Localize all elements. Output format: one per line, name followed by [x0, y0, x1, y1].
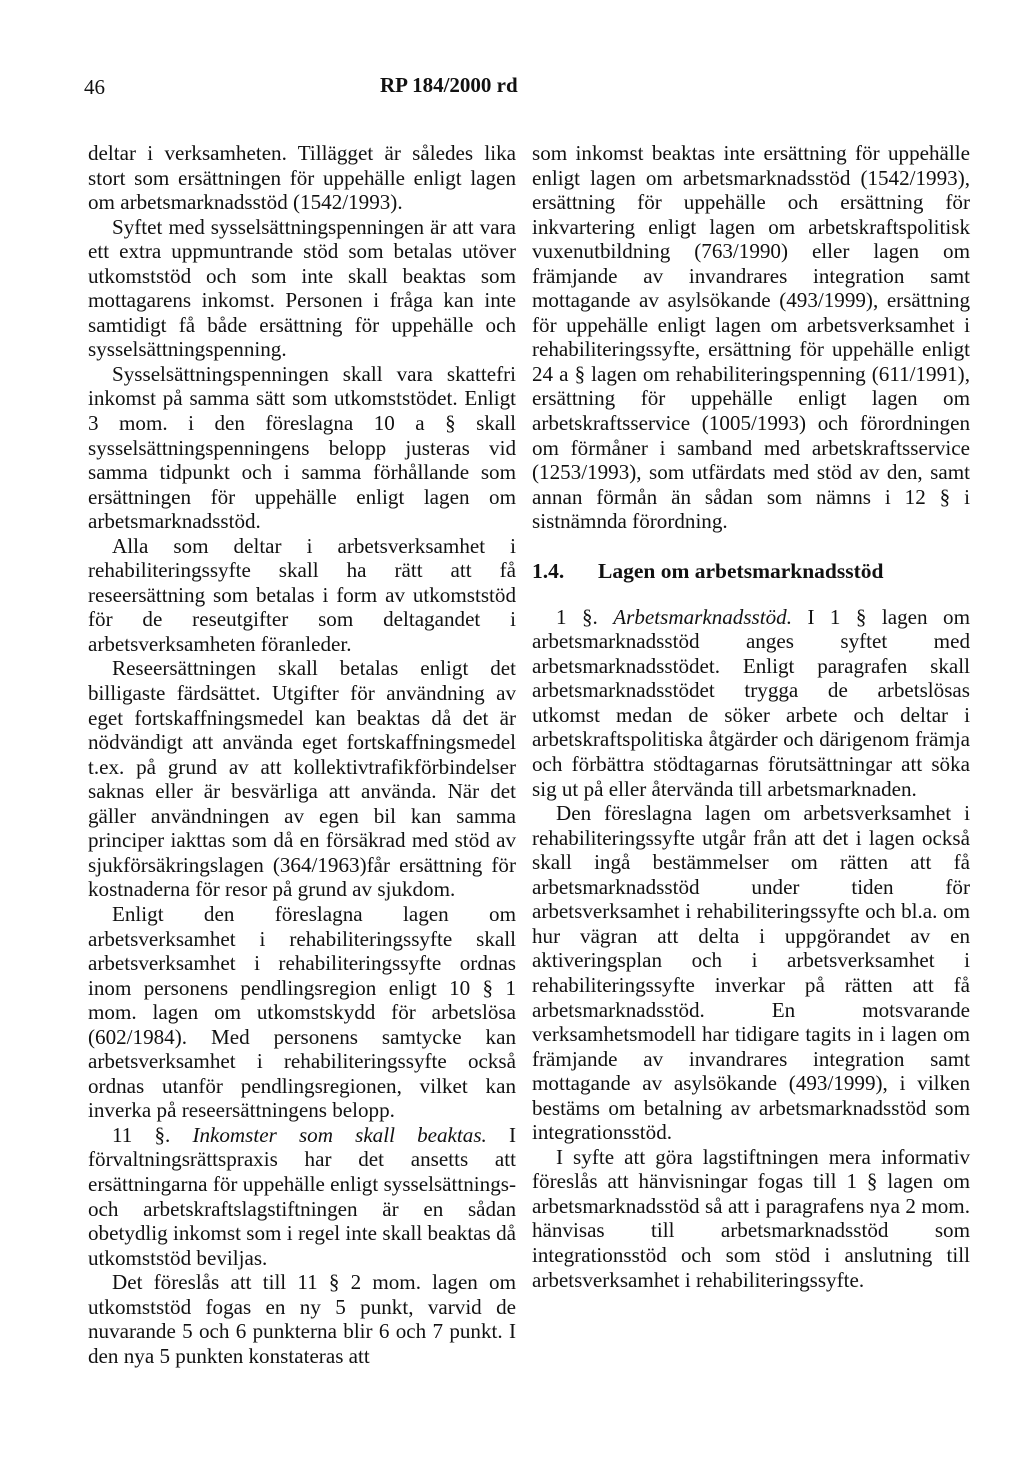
- paragraph: Den föreslagna lagen om arbetsverksamhet i rehabiliteringssyfte utgår från att det i lagen också skall ingå bestämmelser om rätten att få arbetsmarknadsstöd under tiden för arbetsverksamhet i rehabiliteringssyfte och bl.a. om hur vägran att delta i uppgörandet av en aktiveringsplan och i arbetsverksamhet i rehabiliteringssyfte inverkar på rätten att få arbetsmarknadsstöd. En motsvarande verksamhetsmodell har tidigare tagits in i lagen om främjande av invandrares integration samt mottagande av asylsökande (493/1999), i vilken bestäms om betalning av arbetsmarknadsstöd som integrationsstöd.: [532, 801, 970, 1145]
- paragraph-text: I 1 § lagen om arbetsmarknadsstöd anges syftet med arbetsmarknadsstödet. Enligt paragrafen skall arbetsmarknadsstödet trygga de arbetslösas utkomst medan de söker arbete och deltar i arbetskraftspolitiska åtgärder och därigenom främja och förbättra stödtagarnas förutsättningar att söka sig ut på eller återvända till arbetsmarknaden.: [532, 604, 971, 801]
- paragraph-title: Inkomster som skall beaktas.: [192, 1122, 487, 1147]
- paragraph-section-1: [532, 605, 970, 801]
- paragraph: Enligt den föreslagna lagen om arbetsverksamhet i rehabiliteringssyfte skall arbetsverksamhet i rehabiliteringssyfte ordnas inom personens pendlingsregion enligt 10 § 1 mom. lagen om utkomstskydd för arbetslösa (602/1984). Med personens samtycke kan arbetsverksamhet i rehabiliteringssyfte också ordnas utanför pendlingsregionen, vilket kan inverka på reseersättningens belopp.: [88, 901, 516, 1123]
- paragraph: som inkomst beaktas inte ersättning för uppehälle enligt lagen om arbetsmarknadsstöd (1542/1993), ersättning för uppehälle och ersättning för inkvartering enligt lagen om arbetskraftspolitisk vuxenutbildning (763/1990) eller lagen om främjande av invandrares integration samt mottagande av asylsökande (493/1999), ersättning för uppehälle enligt lagen om arbetsverksamhet i rehabiliteringssyfte, ersättning för uppehälle enligt 24 a § lagen om rehabiliteringspenning (611/1991), ersättning för uppehälle enligt lagen om arbetskraftsservice (1005/1993) och förordningen om förmåner i samband med arbetskraftsservice (1253/1993), som utfärdats med stöd av den, samt annan förmån än sådan som nämns i 12 § i sistnämnda förordning.: [532, 141, 970, 534]
- paragraph-text: I förvaltningsrättspraxis har det ansetts att ersättningarna för uppehälle enligt sysselsättnings- och arbetskraftslagstiftningen är en sådan obetydlig inkomst som i regel inte skall beaktas då utkomststöd beviljas.: [88, 1122, 516, 1270]
- paragraph: I syfte att göra lagstiftningen mera informativ föreslås att hänvisningar fogas till 1 § lagen om arbetsmarknadsstöd så att i paragrafens nya 2 mom. hänvisas till arbetsmarknadsstöd som integrationsstöd och som stöd i anslutning till arbetsverksamhet i rehabiliteringssyfte.: [532, 1144, 970, 1292]
- right-column: [532, 141, 970, 1292]
- paragraph: Sysselsättningspenningen skall vara skattefri inkomst på samma sätt som utkomststödet. Enligt 3 mom. i den föreslagna 10 a § skall sysselsättningspenningens belopp justeras vid samma tidpunkt och i samma förhållande som ersättningen för uppehälle enligt lagen om arbetsmarknadsstöd.: [88, 361, 516, 534]
- paragraph: Reseersättningen skall betalas enligt det billigaste färdsättet. Utgifter för användning av eget fortskaffningsmedel kan beaktas då det är nödvändigt att använda eget fortskaffningsmedel t.ex. på grund av att kollektivtrafikförbindelser saknas eller är besvärliga att använda. När det gäller användningen av egen bil kan samma principer iakttas som då en försäkrad med stöd av sjukförsäkringslagen (364/1963)får ersättning för kostnaderna för resor på grund av sjukdom.: [88, 656, 516, 902]
- paragraph: deltar i verksamheten. Tillägget är således lika stort som ersättningen för uppehälle enligt lagen om arbetsmarknadsstöd (1542/1993).: [88, 141, 516, 215]
- section-title: Lagen om arbetsmarknadsstöd: [598, 558, 884, 583]
- page-number: 46: [84, 75, 105, 99]
- paragraph-title: Arbetsmarknadsstöd.: [613, 604, 792, 629]
- paragraph: Det föreslås att till 11 § 2 mom. lagen om utkomststöd fogas en ny 5 punkt, varvid de nuvarande 5 och 6 punkterna blir 6 och 7 punkt. I den nya 5 punkten konstateras att: [88, 1270, 516, 1368]
- paragraph-lead: 1 §.: [556, 604, 614, 629]
- paragraph-lead: 11 §.: [112, 1122, 193, 1147]
- paragraph-section-11: [88, 1123, 516, 1270]
- left-column: [88, 141, 516, 1368]
- running-head: RP 184/2000 rd: [380, 73, 518, 97]
- paragraph: Syftet med sysselsättningspenningen är att vara ett extra uppmuntrande stöd som betalas utöver utkomststöd och som inte skall beaktas som mottagarens inkomst. Personen i fråga kan inte samtidigt få både ersättning för uppehälle och sysselsättningspenning.: [88, 214, 516, 362]
- section-heading: [532, 559, 970, 583]
- paragraph: Alla som deltar i arbetsverksamhet i rehabiliteringssyfte skall ha rätt att få reseersättning som betalas i form av utkomststöd för de reseutgifter som deltagandet i arbetsverksamheten föranleder.: [88, 533, 516, 656]
- section-number: 1.4.: [532, 558, 565, 583]
